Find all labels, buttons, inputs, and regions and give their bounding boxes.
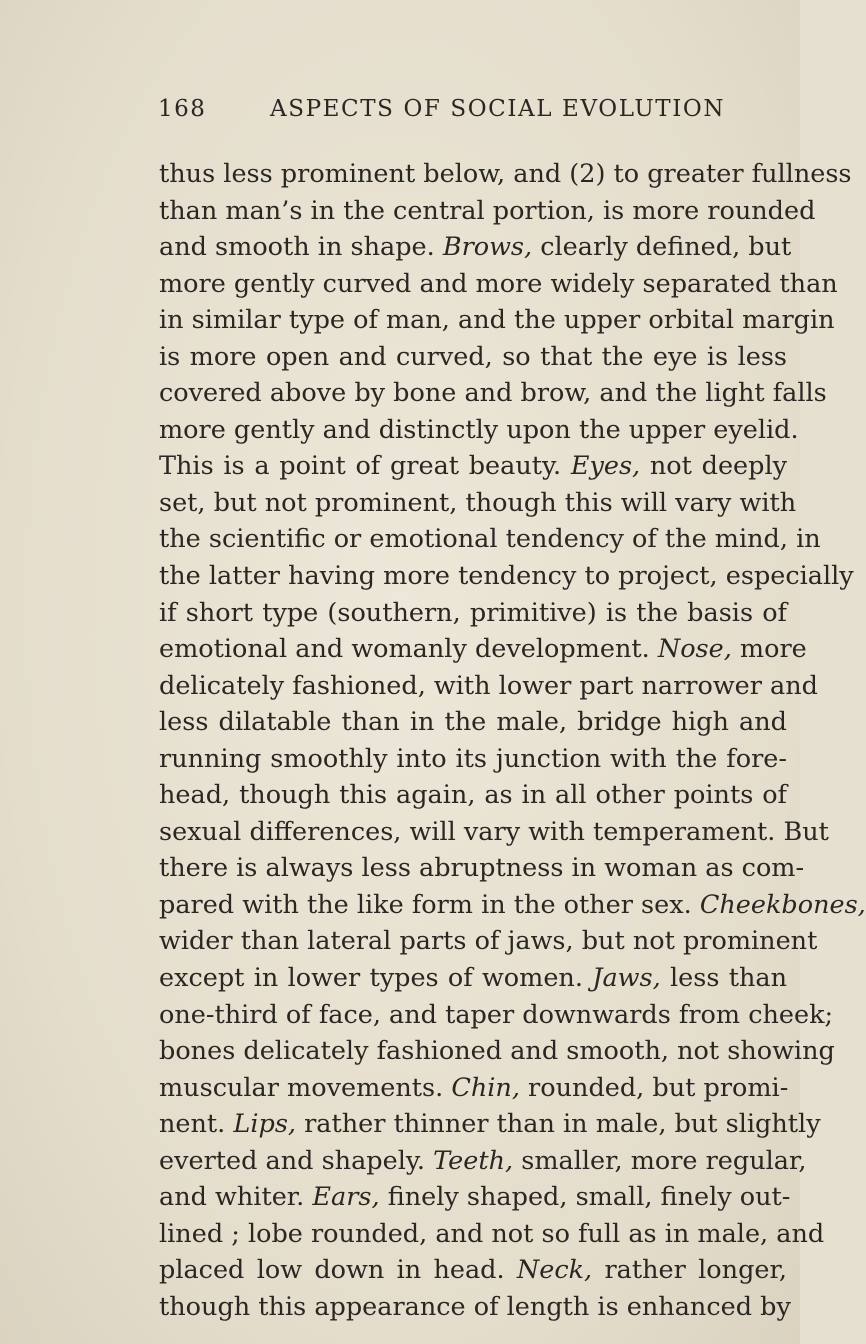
text-segment: not deeply (640, 451, 788, 482)
text-segment: though this appearance of length is enhanced by (159, 1291, 791, 1322)
text-segment: bones delicately fashioned and smooth, not showing (159, 1036, 835, 1067)
text-segment: more (731, 634, 807, 665)
page-header (158, 96, 788, 136)
text-segment: in similar type of man, and the upper orbital margin (159, 305, 835, 336)
italic-term: Neck, (516, 1255, 593, 1286)
text-line (159, 1252, 787, 1289)
text-line (159, 375, 827, 412)
text-segment: one-third of face, and taper downwards from cheek; (159, 999, 834, 1030)
text-segment: less dilatable than in the male, bridge high and (159, 707, 787, 738)
text-segment: thus less prominent below, and (2) to greater fullness (159, 159, 852, 189)
running-head: ASPECTS OF SOCIAL EVOLUTION (270, 96, 726, 122)
text-segment: pared with the like form in the other sex. (159, 889, 700, 920)
text-line (159, 850, 805, 887)
text-line (159, 156, 852, 193)
text-line (159, 448, 787, 485)
text-segment: delicately fashioned, with lower part narrower and (159, 670, 818, 701)
text-line (159, 814, 829, 851)
text-segment: and whiter. (159, 1182, 313, 1213)
text-segment: clearly defined, but (532, 232, 792, 263)
text-segment: less than (660, 963, 787, 994)
italic-term: Jaws, (592, 963, 661, 994)
text-segment: set, but not prominent, though this will vary with (159, 487, 797, 518)
italic-term: Chin, (451, 1072, 520, 1103)
text-line (159, 595, 787, 632)
text-segment: covered above by bone and brow, and the light falls (159, 378, 827, 409)
text-line (159, 229, 792, 266)
text-line (159, 960, 787, 997)
text-segment: finely shaped, small, finely out- (379, 1182, 791, 1213)
text-segment: and smooth in shape. (159, 232, 443, 263)
text-segment: head, though this again, as in all other points of (159, 780, 787, 811)
text-line (159, 741, 787, 778)
text-segment: This is a point of great beauty. (159, 451, 571, 482)
text-line (159, 302, 835, 339)
text-line (159, 1179, 791, 1216)
text-line (159, 997, 834, 1034)
text-segment: more gently and distinctly upon the upper eyelid. (159, 414, 799, 445)
text-line (159, 704, 787, 741)
text-segment: emotional and womanly development. (159, 634, 658, 665)
text-line (159, 887, 866, 924)
text-line (159, 1033, 835, 1070)
text-line (159, 1216, 825, 1253)
italic-term: Nose, (657, 634, 732, 665)
text-segment: nent. (159, 1109, 234, 1140)
text-segment: there is always less abruptness in woman as com- (159, 853, 805, 884)
text-line (159, 923, 818, 960)
body-text (159, 156, 866, 1326)
italic-term: Lips, (233, 1109, 297, 1140)
page-number: 168 (158, 96, 207, 122)
text-line (159, 266, 838, 303)
text-line (159, 485, 797, 522)
text-segment: lined ; lobe rounded, and not so full as in male, and (159, 1218, 825, 1249)
text-line (159, 1143, 807, 1180)
text-segment: the latter having more tendency to project, especially (159, 561, 854, 592)
text-segment: the scientific or emotional tendency of the mind, in (159, 524, 821, 555)
text-segment: sexual differences, will vary with temperament. But (159, 816, 829, 847)
text-line (159, 521, 821, 558)
text-line (159, 1289, 791, 1326)
text-segment: smaller, more regular, (513, 1145, 807, 1176)
text-line (159, 1070, 787, 1107)
text-line (159, 1106, 821, 1143)
text-line (159, 558, 854, 595)
text-segment: except in lower types of women. (159, 963, 593, 994)
text-line (159, 193, 816, 230)
italic-term: Ears, (312, 1182, 380, 1213)
text-line (159, 339, 787, 376)
text-segment: running smoothly into its junction with the fore- (159, 743, 787, 774)
text-segment: rounded, but promi- (519, 1072, 789, 1103)
text-segment: muscular movements. (159, 1072, 452, 1103)
text-line (159, 631, 807, 668)
text-segment: placed low down in head. (159, 1255, 517, 1286)
text-segment: is more open and curved, so that the eye is less (159, 341, 787, 372)
italic-term: Teeth, (433, 1145, 514, 1176)
text-segment: everted and shapely. (159, 1145, 434, 1176)
text-line (159, 412, 799, 449)
text-segment: rather longer, (592, 1255, 787, 1286)
text-segment: than man’s in the central portion, is more rounded (159, 195, 816, 226)
text-segment: wider than lateral parts of jaws, but not prominent (159, 926, 818, 957)
text-line (159, 777, 787, 814)
text-segment: more gently curved and more widely separated than (159, 268, 838, 299)
text-segment: rather thinner than in male, but slightly (296, 1109, 821, 1140)
text-segment: if short type (southern, primitive) is the basis of (159, 597, 787, 628)
italic-term: Brows, (442, 232, 533, 263)
italic-term: Eyes, (570, 451, 641, 482)
italic-term: Cheekbones, (699, 889, 866, 920)
text-line (159, 668, 818, 705)
